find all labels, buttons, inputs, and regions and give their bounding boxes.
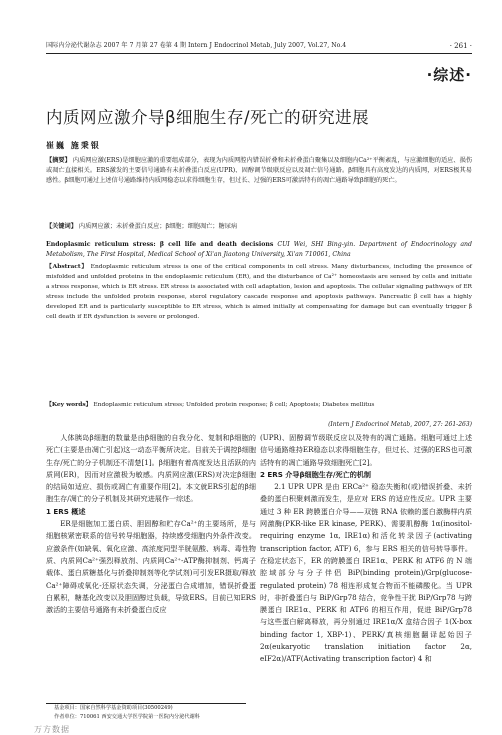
section-heading: 1 ERS 概述 bbox=[46, 506, 86, 516]
body-paragraph: 人体胰岛β细胞的数量是由β细胞的自我分化、复制和β细胞的死亡(主要是由凋亡引起)这一动态平衡所决定。目前关于调控β细胞生存/死亡的分子机制还不清楚[1]。β细胞有着高度发达且活跃的内质网(ER)，因而对应激极为敏感。内质网应激(ERS)对决定β细胞的结局如适应、损伤或凋亡有重要作用[2]。本文就ERS引起的β细胞生存/凋亡的分子机制及其研究进展作一综述。 bbox=[46, 433, 256, 504]
subsection-paragraph: 2.1 UPR UPR 是由 ERCa²⁺ 稳态失衡和(或)错误折叠、未折叠的蛋白积聚刺激而发生，是应对 ERS 的适应性反应。UPR 主要通过 3 种 ER 跨膜蛋白介导——双链 RNA 依赖的蛋白激酶样内质网激酶(PKR-like ER kinase, PERK)、需要肌醇酶 1α(inositol-requiring enzyme 1α, IRE1α)和活化转录因子(activating transcription factor, ATF) 6，参与 ERS 相关的信号转导事件。在稳定状态下，ER 的跨膜蛋白 IRE1α、PERK 和 ATF6 的 N 端腔域部分与分子伴侣 BiP(binding protein)/Grp(glucose-regulated protein) 78 相连形成复合物而不能磷酸化。当 UPR 时，非折叠蛋白与 BiP/Grp78 结合，竞争性干扰 BiP/Grp78 与跨膜蛋白 IRE1α、PERK 和 ATF6 的相互作用，促进 BiP/Grp78 与这些蛋白解离释放，再分别通过 IRE1α/X 盒结合因子 1(X-box binding factor 1, XBP-1)、PERK/真核细胞翻译起始因子 2α(eukaryotic translation initiation factor 2α, eIF2α)/ATF(Activating transcription factor) 4 和 bbox=[260, 482, 472, 664]
keywords-en-label: 【Key words】 bbox=[46, 401, 92, 408]
abstract-en bbox=[46, 262, 472, 323]
keywords-en-text: Endoplasmic reticulum stress; Unfolded protein response; β cell; Apoptosis; Diabetes mellitus bbox=[93, 402, 375, 408]
article-title: 内质网应激介导β细胞生存/死亡的研究进展 bbox=[46, 108, 370, 127]
abstract-en-label: 【Abstract】 bbox=[46, 263, 89, 270]
keywords-zh-label: 【关键词】 bbox=[46, 223, 77, 230]
abstract-zh-text: 内质网应激(ERS)是细胞应激的重要组成部分，表现为内质网腔内错误折叠和未折叠蛋白聚集以及细胞内Ca²⁺平衡紊乱，与应激细胞的适应、损伤或凋亡直接相关。ERS激发的主要信号通路有未折叠蛋白反应(UPR)、固醇调节级联反应以及凋亡信号通路。β细胞具有高度发达的内质网，对ERS极其易感性。β细胞可通过上述信号通路维持内质网稳态以求得细胞生存，但过长、过强的ERS可激活特有的凋亡通路导致β细胞的死亡。 bbox=[46, 157, 473, 185]
keywords-zh-text: 内质网应激；未折叠蛋白反应；β细胞；细胞凋亡；糖尿病 bbox=[78, 223, 238, 230]
running-head-journal: 国际内分泌代谢杂志 2007 年 7 月第 27 卷第 4 期 Intern J Endocrinol Metab, July 2007, Vol.27, No.4 bbox=[46, 42, 347, 49]
section-heading: 2 ERS 介导β细胞生存/死亡的机制 bbox=[260, 469, 371, 479]
body-paragraph: ER是细胞加工蛋白质、胆固醇和贮存Ca²⁺的主要场所，是与细胞核紧密联系的信号转导细胞器，持续感受细胞内外条件改变。应激条件(如缺氧、氧化应激、高浓度同型半胱氨酸、病毒、毒性物质、内质网Ca²⁺强烈释放剂、内质网Ca²⁺-ATP酶抑制剂、钙离子载体、蛋白质糖基化与折叠抑制剂等化学试剂)可引发ER摄取/释放Ca²⁺障碍或氧化-还原状态失调，分泌蛋白合成增加，错误折叠蛋白累积，糖基化改变以及胆固醇过负载，导致ERS。目前已知ERS激活的主要信号通路有未折叠蛋白反应 bbox=[46, 519, 256, 615]
body-paragraph-continued: (UPR)、固醇调节级联反应以及特有的凋亡通路。细胞可通过上述信号通路维持ER稳态以求得细胞生存，但过长、过强的ERS也可激活特有的凋亡通路导致细胞死亡[2]。 bbox=[260, 433, 472, 467]
running-head bbox=[46, 40, 472, 52]
citation: (Intern J Endocrinol Metab, 2007, 27: 261-263) bbox=[328, 421, 472, 428]
footnote-funding: 基金项目：国家自然科学基金资助项目(30500249) bbox=[54, 705, 173, 711]
body-column-right bbox=[260, 432, 472, 666]
abstract-en-text: Endoplasmic reticulum stress is one of the critical components in cell stress. Many disturbances, including the presence of misfolded and unfolded proteins in the endoplasmic reticulum (ER), and the disturbance of Ca²⁺ homeostasis are sensed by cells and initiate a stress response, which is ER stress. ER stress is associated with cell adaptation, lesion and apoptosis. The cellular signaling pathways of ER stress include the unfolded protein response, sterol regulatory cascade response and apoptosis pathways. Pancreatic β cell has a highly developed ER and is particularly susceptible to ER stress, which is aimed initially at compensating for damage but can eventually trigger β cell death if ER dysfunction is severe or prolonged. bbox=[46, 264, 472, 321]
keywords-zh bbox=[46, 222, 472, 232]
english-title: Endoplasmic reticulum stress: β cell life and death decisions bbox=[46, 241, 274, 248]
wanfang-watermark: 万方数据 bbox=[34, 725, 70, 734]
abstract-zh bbox=[46, 156, 472, 187]
keywords-en bbox=[46, 400, 472, 410]
header-rule bbox=[46, 53, 472, 54]
footnote-affiliation: 作者单位：710061 西安交通大学医学院第一医院内分泌代谢科 bbox=[54, 714, 200, 720]
section-tag: ·综述· bbox=[426, 66, 472, 84]
english-title-block bbox=[46, 240, 472, 260]
abstract-zh-label: 【摘要】 bbox=[46, 157, 71, 164]
page-number: · 261 · bbox=[449, 42, 472, 50]
english-authors-affil: CUI Wei, SHI Bing-yin. Department of Endocrinology and Metabolism, The First Hospital, Medical School of Xi'an Jiaotong University, Xi'an 710061, China bbox=[46, 241, 472, 259]
body-column-left bbox=[46, 432, 256, 616]
article-authors: 崔巍 施秉银 bbox=[46, 140, 101, 150]
